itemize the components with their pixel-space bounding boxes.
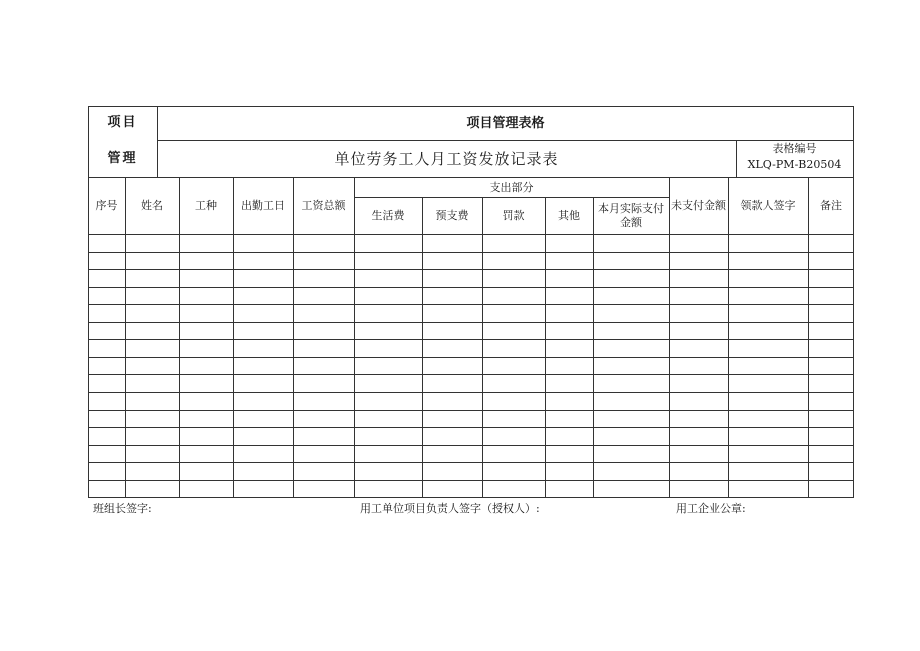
col-header-other: 其他 — [558, 208, 580, 222]
col-line — [125, 177, 126, 498]
company-seal-label: 用工企业公章: — [676, 502, 746, 515]
table-row — [88, 252, 854, 253]
table-row — [88, 392, 854, 393]
col-header-remark: 备注 — [820, 198, 842, 212]
col-line — [354, 177, 355, 498]
col-header-signature: 领款人签字 — [740, 198, 796, 212]
form-code-value: XLQ-PM-B20504 — [747, 158, 842, 171]
col-header-name: 姓名 — [141, 198, 163, 212]
table-row — [88, 462, 854, 463]
col-header-seq: 序号 — [95, 198, 118, 212]
table-row — [88, 480, 854, 481]
col-header-unpaid: 未支付金额 — [671, 198, 726, 212]
table-row — [88, 304, 854, 305]
col-header-living: 生活费 — [371, 208, 405, 222]
table-row — [88, 269, 854, 270]
col-line — [179, 177, 180, 498]
page-title: 项目管理表格 — [466, 116, 545, 131]
column-header-bottom — [88, 234, 854, 235]
col-header-advance: 预支费 — [435, 208, 469, 222]
table-row — [88, 410, 854, 411]
col-header-total-wage: 工资总额 — [301, 198, 346, 212]
table-border-bottom — [88, 497, 854, 498]
table-border-top — [88, 106, 854, 107]
col-header-actual-paid: 本月实际支付金额 — [598, 201, 664, 229]
table-row — [88, 357, 854, 358]
table-row — [88, 427, 854, 428]
table-row — [88, 339, 854, 340]
header-left-bottom: 管理 — [107, 151, 138, 166]
team-leader-signature-label: 班组长签字: — [93, 502, 152, 515]
form-code-label: 表格编号 — [772, 142, 817, 155]
col-line — [422, 197, 423, 498]
unit-leader-signature-label: 用工单位项目负责人签字（授权人）: — [360, 502, 540, 515]
col-line — [293, 177, 294, 498]
header-left-top: 项目 — [107, 115, 138, 130]
col-header-fine: 罚款 — [502, 208, 525, 222]
col-line — [545, 197, 546, 498]
table-row — [88, 287, 854, 288]
col-line — [233, 177, 234, 498]
col-line — [482, 197, 483, 498]
col-header-attendance: 出勤工日 — [241, 198, 285, 212]
form-subtitle: 单位劳务工人月工资发放记录表 — [334, 150, 559, 168]
col-line — [593, 197, 594, 498]
col-line — [808, 177, 809, 498]
col-header-expense-group: 支出部分 — [489, 180, 534, 194]
table-row — [88, 445, 854, 446]
table-row — [88, 322, 854, 323]
table-row — [88, 374, 854, 375]
table-border-right — [853, 106, 854, 498]
col-line — [669, 177, 670, 498]
col-header-trade: 工种 — [195, 198, 217, 212]
col-line — [728, 177, 729, 498]
